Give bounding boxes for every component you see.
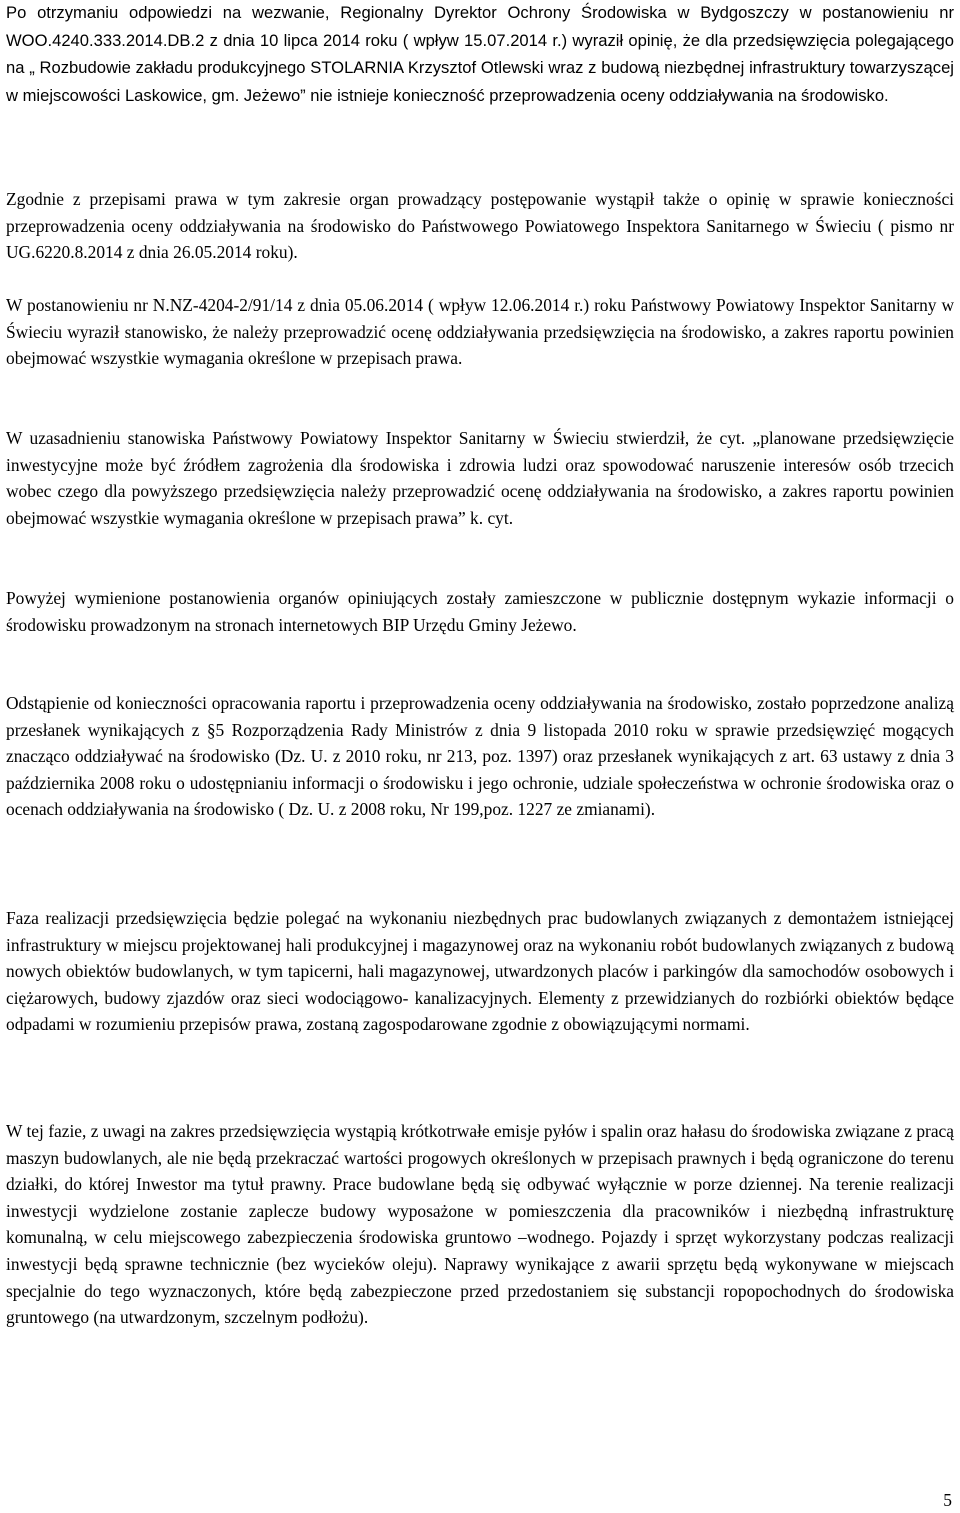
paragraph-rdos-opinion: Po otrzymaniu odpowiedzi na wezwanie, Regionalny Dyrektor Ochrony Środowiska w Bydgoszczy w postanowieniu nr WOO.4240.333.2014.DB.2 z dnia 10 lipca 2014 roku ( wpływ 15.07.2014 r.) wyraził opinię, że dla przedsięwzięcia polegającego na „ Rozbudowie zakładu produkcyjnego STOLARNIA Krzysztof Otlewski wraz z budową niezbędnej infrastruktury towarzyszącej w miejscowości Laskowice, gm. Jeżewo” nie istnieje konieczność przeprowadzenia oceny oddziaływania na środowisko. <box>6 3 954 105</box>
paragraph-publication: Powyżej wymienione postanowienia organów opiniujących zostały zamieszczone w publicznie dostępnym wykazie informacji o środowisku prowadzonym na stronach internetowych BIP Urzędu Gminy Jeżewo. <box>6 588 954 635</box>
paragraph-sanepid-request: Zgodnie z przepisami prawa w tym zakresie organ prowadzący postępowanie wystąpił także o opinię w sprawie konieczności przeprowadzenia oceny oddziaływania na środowisko do Państwowego Powiatowego Inspektora Sanitarnego w Świeciu ( pismo nr UG.6220.8.2014 z dnia 26.05.2014 roku). <box>6 189 954 263</box>
paragraph-sanepid-decision: W postanowieniu nr N.NZ-4204-2/91/14 z dnia 05.06.2014 ( wpływ 12.06.2014 r.) roku Państwowy Powiatowy Inspektor Sanitarny w Świeciu wyraził stanowisko, że należy przeprowadzić ocenę oddziaływania przedsięwzięcia na środowisko, a zakres raportu powinien obejmować wszystkie wymagania określone w przepisach prawa. <box>6 295 954 369</box>
paragraph-sanepid-justification: W uzasadnieniu stanowiska Państwowy Powiatowy Inspektor Sanitarny w Świeciu stwierdził, że cyt. „planowane przedsięwzięcie inwestycyjne może być źródłem zagrożenia dla środowiska i zdrowia ludzi oraz spowodować naruszenie interesów osób trzecich wobec czego dla powyższego przedsięwzięcia należy przeprowadzić ocenę oddziaływania na środowisko, a zakres raportu powinien obejmować wszystkie wymagania określone w przepisach prawa” k. cyt. <box>6 428 954 528</box>
page-number: 5 <box>943 1490 952 1510</box>
paragraph-emissions: W tej fazie, z uwagi na zakres przedsięwzięcia wystąpią krótkotrwałe emisje pyłów i spalin oraz hałasu do środowiska związane z pracą maszyn budowlanych, ale nie będą przekraczać wartości progowych określonych w przepisach prawnych i będą ograniczone do terenu działki, do której Inwestor ma tytuł prawny. Prace budowlane będą się odbywać wyłącznie w porze dziennej. Na terenie realizacji inwestycji wydzielone zostanie zaplecze budowy wyposażone w pomieszczenia dla pracowników i niezbędną infrastrukturę komunalną, w celu miejscowego zabezpieczenia środowiska gruntowo –wodnego. Pojazdy i sprzęt wykorzystany podczas realizacji inwestycji będą sprawne technicznie (bez wycieków oleju). Naprawy wynikające z awarii sprzętu będą wykonywane w miejscach specjalnie do tego wyznaczonych, które będą zabezpieczone przed przedostaniem się substancji ropopochodnych do środowiska gruntowego (na utwardzonym, szczelnym podłożu). <box>6 1121 954 1328</box>
paragraph-construction-phase: Faza realizacji przedsięwzięcia będzie polegać na wykonaniu niezbędnych prac budowlanych związanych z demontażem istniejącej infrastruktury w miejscu projektowanej hali produkcyjnej i magazynowej oraz na wykonaniu robót budowlanych związanych z budową nowych obiektów budowlanych, w tym tapicerni, hali magazynowej, utwardzonych placów i parkingów dla samochodów osobowych i ciężarowych, budowy zjazdów oraz sieci wodociągowo- kanalizacyjnych. Elementy z przewidzianych do rozbiórki obiektów będące odpadami w rozumieniu przepisów prawa, zostaną zagospodarowane zgodnie z obowiązującymi normami. <box>6 908 954 1035</box>
paragraph-waiver-analysis: Odstąpienie od konieczności opracowania raportu i przeprowadzenia oceny oddziaływania na środowisko, zostało poprzedzone analizą przesłanek wynikających z §5 Rozporządzenia Rady Ministrów z dnia 9 listopada 2010 roku w sprawie przedsięwzięć mogących znacząco oddziaływać na środowisko (Dz. U. z 2010 roku, nr 213, poz. 1397) oraz przesłanek wynikających z art. 63 ustawy z dnia 3 października 2008 roku o udostępnianiu informacji o środowisku i jego ochronie, udziale społeczeństwa w ochronie środowiska oraz o ocenach oddziaływania na środowisko ( Dz. U. z 2008 roku, Nr 199,poz. 1227 ze zmianami). <box>6 693 954 820</box>
